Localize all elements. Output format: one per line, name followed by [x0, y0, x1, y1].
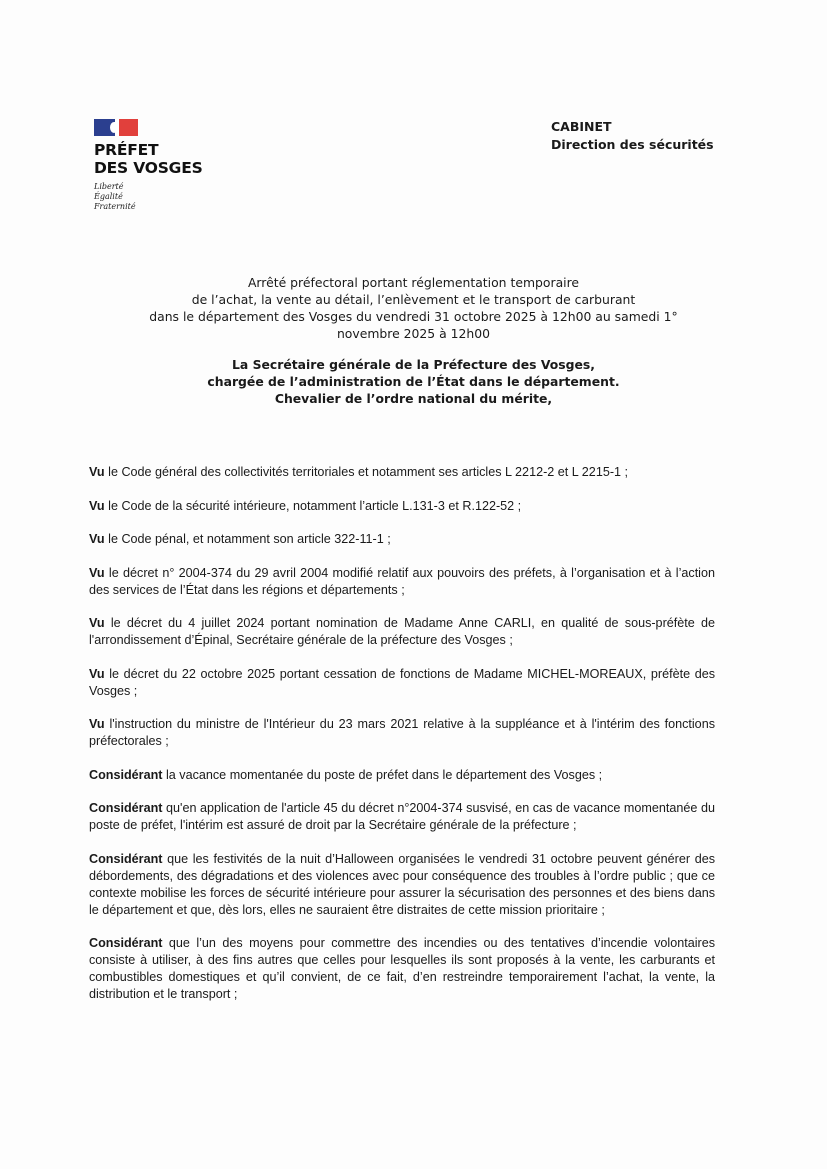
motto-line-2: Égalité	[94, 192, 123, 201]
decree-title	[120, 274, 707, 342]
paragraph-text: l'instruction du ministre de l'Intérieur du 23 mars 2021 relative à la suppléance et à l'intérim des fonctions préfectorales ;	[89, 717, 715, 748]
paragraph-text: le Code général des collectivités territoriales et notamment ses articles L 2212-2 et L 2215-1 ;	[104, 465, 629, 479]
logo-title-line-1: PRÉFET	[94, 141, 159, 159]
paragraph-lead: Vu	[89, 565, 105, 580]
paragraph-lead: Vu	[89, 465, 105, 479]
title-line: Arrêté préfectoral portant réglementation temporaire	[247, 275, 580, 290]
title-line: dans le département des Vosges du vendredi 31 octobre 2025 à 12h00 au samedi 1°	[149, 309, 678, 324]
visa-paragraph	[89, 464, 715, 481]
paragraph-lead: Vu	[89, 498, 105, 513]
paragraph-text: qu'en application de l'article 45 du décret n°2004-374 susvisé, en cas de vacance momentanée du poste de préfet, l'intérim est assuré de droit par la Secrétaire générale de la préfecture ;	[89, 801, 715, 832]
considerant-paragraph	[89, 935, 715, 1003]
decree-body	[89, 464, 715, 1020]
visa-paragraph	[89, 498, 715, 515]
paragraph-lead: Vu	[89, 717, 105, 731]
logo-title-line-2: DES VOSGES	[94, 159, 203, 177]
paragraph-lead: Vu	[89, 616, 105, 630]
visa-paragraph	[89, 716, 715, 750]
authority-line: Chevalier de l’ordre national du mérite,	[274, 391, 553, 406]
authority-line: chargée de l’administration de l’État dans le département.	[207, 374, 620, 389]
paragraph-lead: Vu	[89, 666, 105, 681]
paragraph-text: que l’un des moyens pour commettre des incendies ou des tentatives d’incendie volontaires consiste à utiliser, à des fins autres que celles pour lesquelles ils sont proposés à la vente, les carburants et combustibles domestiques et qu’il convient, de ce fait, d’en restreindre temporairement l’achat, la vente, la distribution et le transport ;	[89, 936, 715, 1001]
visa-paragraph	[89, 615, 715, 649]
signing-authority	[120, 356, 707, 407]
paragraph-lead: Considérant	[89, 936, 163, 950]
paragraph-text: le décret n° 2004-374 du 29 avril 2004 modifié relatif aux pouvoirs des préfets, à l’organisation et à l’action des services de l’État dans les régions et départements ;	[89, 565, 715, 597]
paragraph-text: le Code pénal, et notamment son article 322-11-1 ;	[104, 532, 391, 546]
considerant-paragraph	[89, 767, 715, 784]
marianne-flag-icon	[94, 119, 138, 136]
motto-line-1: Liberté	[94, 182, 124, 191]
title-line: novembre 2025 à 12h00	[336, 326, 491, 341]
paragraph-text: le décret du 4 juillet 2024 portant nomination de Madame Anne CARLI, en qualité de sous-préfète de l'arrondissement d’Épinal, Secrétaire générale de la préfecture des Vosges ;	[89, 616, 715, 647]
paragraph-text: que les festivités de la nuit d’Halloween organisées le vendredi 31 octobre peuvent générer des débordements, des dégradations et des violences avec pour conséquence des troubles à l’ordre public ; que ce contexte mobilise les forces de sécurité intérieure pour assurer la sécurisation des personnes et des biens dans le département et que, dès lors, elles ne sauraient être distraites de cette mission prioritaire ;	[89, 851, 715, 917]
paragraph-text: la vacance momentanée du poste de préfet dans le département des Vosges ;	[162, 767, 603, 782]
motto-line-3: Fraternité	[94, 202, 136, 211]
paragraph-lead: Considérant	[89, 851, 163, 866]
considerant-paragraph	[89, 800, 715, 834]
paragraph-text: le Code de la sécurité intérieure, notamment l’article L.131-3 et R.122-52 ;	[104, 498, 522, 513]
visa-paragraph	[89, 565, 715, 599]
visa-paragraph	[89, 666, 715, 700]
paragraph-lead: Considérant	[89, 801, 163, 815]
paragraph-lead: Vu	[89, 532, 105, 546]
issuing-service	[551, 118, 714, 154]
service-line-2: Direction des sécurités	[551, 137, 714, 152]
service-line-1: CABINET	[551, 119, 612, 134]
paragraph-lead: Considérant	[89, 767, 163, 782]
considerant-paragraph	[89, 851, 715, 919]
visa-paragraph	[89, 531, 715, 548]
title-line: de l’achat, la vente au détail, l’enlèvement et le transport de carburant	[191, 292, 636, 307]
paragraph-text: le décret du 22 octobre 2025 portant cessation de fonctions de Madame MICHEL-MOREAUX, préfète des Vosges ;	[89, 666, 715, 698]
authority-line: La Secrétaire générale de la Préfecture des Vosges,	[232, 357, 595, 372]
prefecture-logo	[94, 119, 203, 212]
republic-motto	[94, 182, 203, 212]
logo-title	[94, 141, 203, 177]
